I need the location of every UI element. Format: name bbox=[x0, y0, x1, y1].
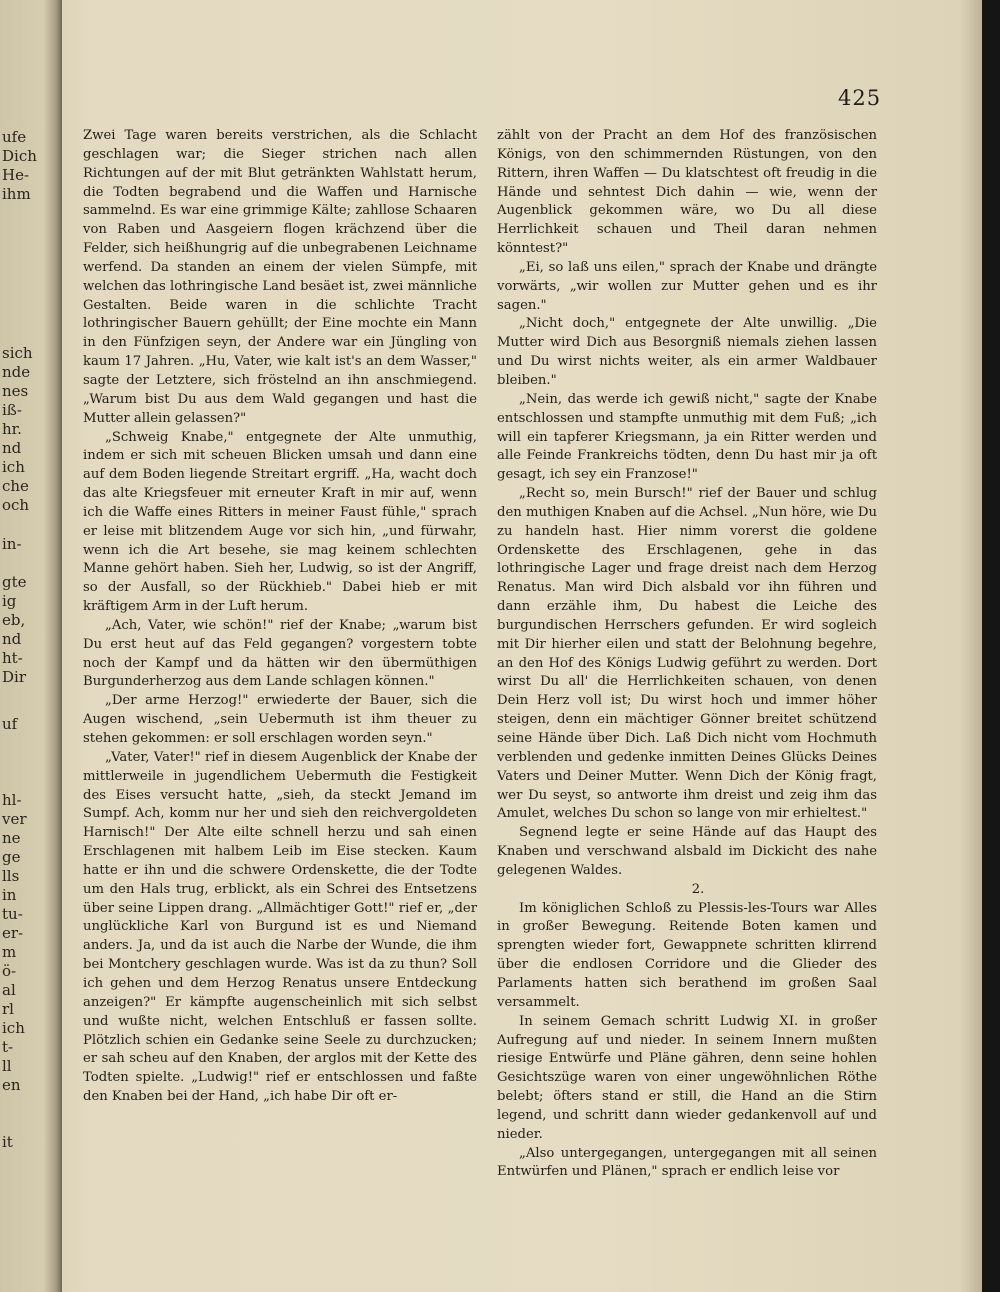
paragraph: „Ach, Vater, wie schön!" rief der Knabe; „warum bist Du erst heut auf das Feld gegangen? vorgestern tobte noch der Kampf und da hätten wir den übermüthigen Burgunderherzog aus dem Lande schlagen können." bbox=[83, 617, 477, 690]
gutter-text-fragment: ich bbox=[2, 458, 25, 476]
gutter-text-fragment: in bbox=[2, 886, 17, 904]
gutter-text-fragment: ge bbox=[2, 848, 21, 866]
gutter-text-fragment: ig bbox=[2, 592, 17, 610]
gutter-text-fragment: er- bbox=[2, 924, 24, 942]
gutter-text-fragment: iß- bbox=[2, 401, 22, 419]
gutter-text-fragment: nde bbox=[2, 363, 31, 381]
gutter-text-fragment: ht- bbox=[2, 649, 23, 667]
paragraph: „Nicht doch," entgegnete der Alte unwillig. „Die Mutter wird Dich aus Besorgniß niemals ziehen lassen und Du wirst nichts weiter, als ein armer Waldbauer bleiben." bbox=[497, 316, 877, 388]
gutter-text-fragment: hl- bbox=[2, 791, 22, 809]
gutter-text-fragment: ver bbox=[2, 810, 27, 828]
gutter-text-fragment: rl bbox=[2, 1000, 14, 1018]
gutter-text-fragment: ihm bbox=[2, 185, 31, 203]
gutter-text-fragment: ll bbox=[2, 1057, 12, 1075]
paragraph: „Ei, so laß uns eilen," sprach der Knabe und drängte vorwärts, „wir wollen zur Mutter gehen und es ihr sagen." bbox=[497, 259, 877, 313]
gutter-text-fragment: nd bbox=[2, 439, 22, 457]
gutter-text-fragment: ö- bbox=[2, 962, 17, 980]
gutter-text-fragment: m bbox=[2, 943, 17, 961]
gutter-text-fragment: nd bbox=[2, 630, 22, 648]
gutter-text-fragment: ufe bbox=[2, 128, 27, 146]
gutter-text-fragment: gte bbox=[2, 573, 27, 591]
paragraph: „Nein, das werde ich gewiß nicht," sagte der Knabe entschlossen und stampfte unmuthig mit dem Fuß; „ich will ein tapferer Kriegsmann, ja ein Ritter werden und alle Feinde Frankreichs tödten, denn Du hast mir ja oft gesagt, ich sey ein Franzose!" bbox=[497, 391, 877, 483]
paragraph: In seinem Gemach schritt Ludwig XI. in großer Aufregung auf und nieder. In seinem Innern mußten riesige Entwürfe und Pläne gähren, denn seine hohlen Gesichtszüge waren von einer ungewöhnlichen Röthe belebt; öfters stand er still, die Hand an die Stirn legend, und schritt dann wieder gedankenvoll auf und nieder. bbox=[497, 1013, 877, 1142]
facing-page-gutter bbox=[0, 0, 62, 1292]
paragraph: zählt von der Pracht an dem Hof des französischen Königs, von den schimmernden Rüstungen, von den Rittern, ihren Waffen — Du klatschtest oft freudig in die Hände und sehntest Dich dahin — wie, wenn der Augenblick gekommen wäre, wo Du all diese Herrlichkeit schauen und Theil daran nehmen könntest?" bbox=[497, 128, 877, 257]
gutter-text-fragment: t- bbox=[2, 1038, 14, 1056]
gutter-text-fragment: ne bbox=[2, 829, 21, 847]
gutter-text-fragment: och bbox=[2, 496, 30, 514]
paragraph: Zwei Tage waren bereits verstrichen, als die Schlacht geschlagen war; die Sieger strichen nach allen Richtungen auf der mit Blut getränkten Wahlstatt herum, die Todten begrabend und die Waffen und Harnische sammelnd. Es war eine grimmige Kälte; zahllose Schaaren von Raben und Aasgeiern flogen krächzend über die Felder, sich heißhungrig auf die unbegrabenen Leichname werfend. Da standen an einem der vielen Sümpfe, mit welchen das lothringische Land besäet ist, zwei männliche Gestalten. Beide waren in die schlichte Tracht lothringischer Bauern gehüllt; der Eine mochte ein Mann in den Fünfzigen seyn, der Andere war ein Jüngling von kaum 17 Jahren. „Hu, Vater, wie kalt ist's an dem Wasser," sagte der Letztere, sich fröstelnd an ihn anschmiegend. „Warum bist Du aus dem Wald gegangen und hast die Mutter allein gelassen?" bbox=[83, 128, 477, 426]
scan-background-edge bbox=[982, 0, 1000, 1292]
paragraph: Segnend legte er seine Hände auf das Haupt des Knaben und verschwand alsbald im Dickicht des nahe gelegenen Waldes. bbox=[497, 825, 877, 878]
paragraph: „Vater, Vater!" rief in diesem Augenblick der Knabe der mittlerweile in jugendlichem Uebermuth die Festigkeit des Eises versucht hatte, „sieh, da steckt Jemand im Sumpf. Ach, komm nur her und sieh den reichvergoldeten Harnisch!" Der Alte eilte schnell herzu und sah einen Erschlagenen mit halbem Leib im Eise stecken. Kaum hatte er ihn und die schwere Ordenskette, die der Todte um den Hals trug, erblickt, als ein Schrei des Entsetzens über seine Lippen drang. „Allmächtiger Gott!" rief er, „der unglückliche Karl von Burgund ist es und Niemand anders. Ja, und da ist auch die Narbe der Wunde, die ihm bei Montchery geschlagen wurde. Was ist da zu thun? Soll ich gehen und dem Herzog Renatus unsere Entdeckung anzeigen?" Er kämpfte augenscheinlich mit sich selbst und wußte nicht, welchen Entschluß er fassen sollte. Plötzlich schien ein Gedanke seine Seele zu durchzucken; er sah scheu auf den Knaben, der arglos mit der Kette des Todten spielte. „Ludwig!" rief er entschlossen und faßte den Knaben bei der Hand, „ich habe Dir oft er- bbox=[83, 749, 477, 1105]
gutter-text-fragment: lls bbox=[2, 867, 20, 885]
gutter-text-fragment: He- bbox=[2, 166, 30, 184]
gutter-text-fragment: eb, bbox=[2, 611, 26, 629]
gutter-text-fragment: nes bbox=[2, 382, 29, 400]
gutter-text-fragment: Dich bbox=[2, 147, 37, 165]
paragraph: „Schweig Knabe," entgegnete der Alte unmuthig, indem er sich mit scheuen Blicken umsah und dann eine auf dem Boden liegende Streitart ergriff. „Ha, wacht doch das alte Kriegsfeuer mit erneuter Kraft in mir auf, wenn ich die Waffe eines Ritters in meiner Faust fühle," sprach er leise mit blitzendem Auge vor sich hin, „und fürwahr, wenn ich die Art besehe, sie mag keinem schlechten Manne gehört haben. Sieh her, Ludwig, so ist der Angriff, so der Ausfall, so der Rückhieb." Dabei hieb er mit kräftigem Arm in der Luft herum. bbox=[83, 429, 477, 615]
gutter-text-fragment: Dir bbox=[2, 668, 26, 686]
gutter-text-fragment: al bbox=[2, 981, 16, 999]
gutter-text-fragment: in- bbox=[2, 535, 22, 553]
paragraph: „Der arme Herzog!" erwiederte der Bauer, sich die Augen wischend, „sein Uebermuth ist ihm theuer zu stehen gekommen: er soll erschlagen worden seyn." bbox=[83, 693, 477, 746]
gutter-text-fragment: it bbox=[2, 1133, 13, 1151]
gutter-text-fragment: en bbox=[2, 1076, 21, 1094]
left-text-column bbox=[83, 127, 477, 1107]
gutter-text-fragment: sich bbox=[2, 344, 33, 362]
paragraph: „Also untergegangen, untergegangen mit all seinen Entwürfen und Plänen," sprach er endlich leise vor bbox=[497, 1145, 877, 1180]
gutter-text-fragment: hr. bbox=[2, 420, 22, 438]
gutter-text-fragment: che bbox=[2, 477, 29, 495]
gutter-text-fragment: tu- bbox=[2, 905, 23, 923]
paragraph: Im königlichen Schloß zu Plessis-les-Tours war Alles in großer Bewegung. Reitende Boten kamen und sprengten wieder fort, Gewappnete schritten klirrend über die endlosen Corridore und die Glieder des Parlaments hatten sich berathend im großen Saal versammelt. bbox=[497, 900, 877, 1010]
page-number: 425 bbox=[838, 86, 882, 110]
gutter-text-fragment: uf bbox=[2, 715, 18, 733]
gutter-text-fragment: ich bbox=[2, 1019, 25, 1037]
paragraph: „Recht so, mein Bursch!" rief der Bauer und schlug den muthigen Knaben auf die Achsel. „Nun höre, wie Du zu handeln hast. Hier nimm vorerst die goldene Ordenskette des Erschlagenen, gehe in das lothringische Lager und frage dreist nach dem Herzog Renatus. Man wird Dich alsbald vor ihn führen und dann erzähle ihm, Du habest die Leiche des burgundischen Herrschers gefunden. Er wird sogleich mit Dir hierher eilen und statt der Belohnung begehre, an den Hof des Königs Ludwig geführt zu werden. Dort wirst Du all' die Herrlichkeiten schauen, von denen Dein Herz voll ist; Du wirst hoch und immer höher steigen, denn ein mächtiger Gönner breitet schützend seine Hände über Dich. Laß Dich nicht vom Hochmuth verblenden und gedenke inmitten Deines Glücks Deines Vaters und Deiner Mutter. Wenn Dich der König fragt, wer Du seyst, so antworte ihm dreist und zeig ihm das Amulet, welches Du schon so lange von mir erhieltest." bbox=[497, 486, 877, 822]
section-number: 2. bbox=[691, 881, 705, 897]
right-text-column bbox=[497, 127, 877, 1182]
